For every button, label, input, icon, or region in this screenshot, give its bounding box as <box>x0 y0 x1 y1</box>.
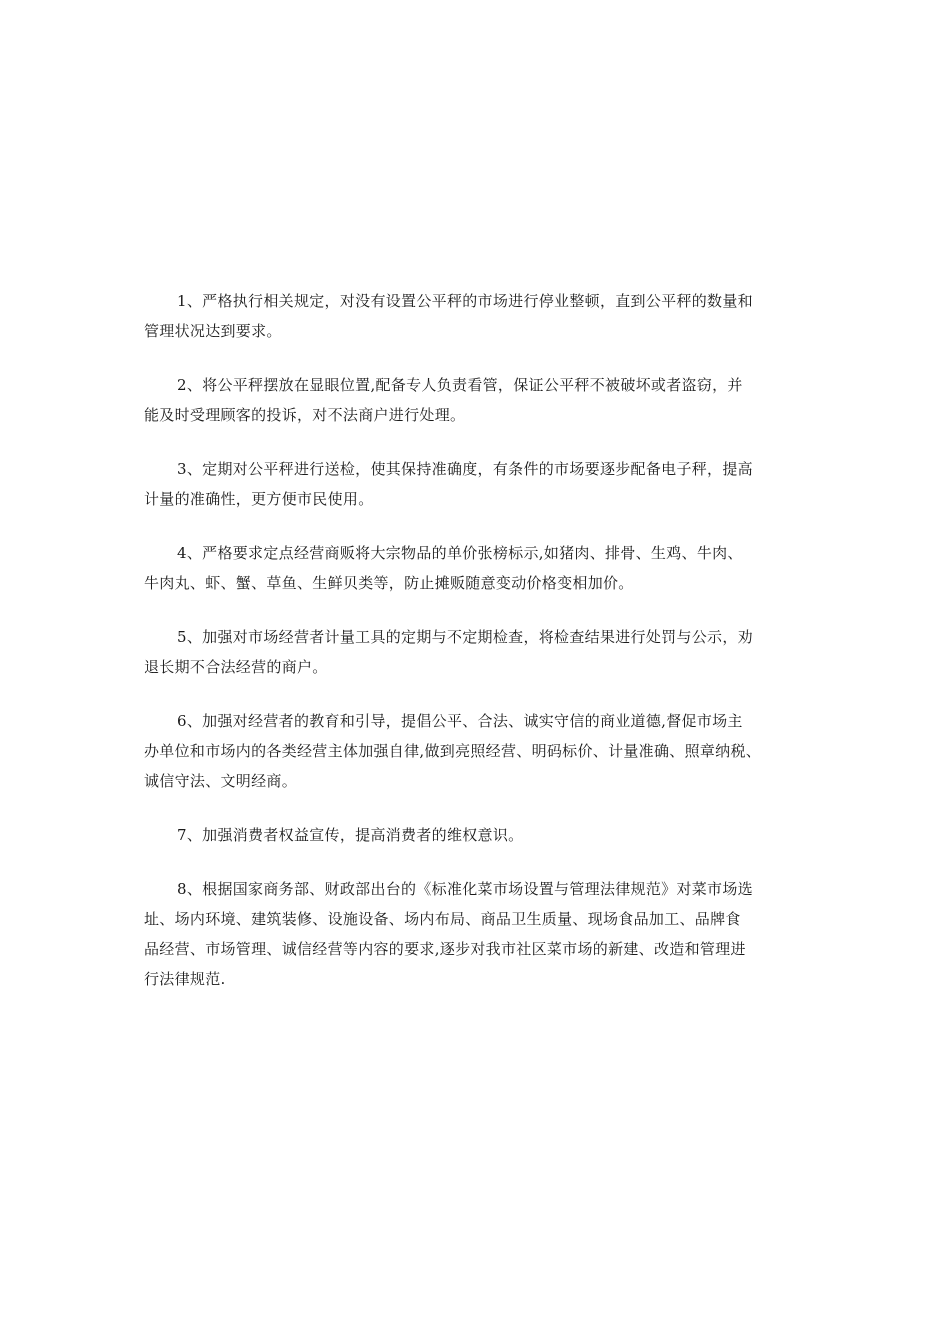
paragraph-line: 诚信守法、文明经商。 <box>144 772 298 790</box>
paragraph-4 <box>144 538 816 598</box>
paragraph-line: 办单位和市场内的各类经营主体加强自律,做到亮照经营、明码标价、计量准确、照章纳税、 <box>144 742 762 760</box>
paragraph-7 <box>144 820 816 850</box>
paragraph-line: 1、严格执行相关规定，对没有设置公平秤的市场进行停业整顿，直到公平秤的数量和 <box>177 292 753 310</box>
paragraph-2 <box>144 370 816 430</box>
paragraph-5 <box>144 622 816 682</box>
paragraph-6 <box>144 706 816 796</box>
paragraph-line: 牛肉丸、虾、蟹、草鱼、生鲜贝类等，防止摊贩随意变动价格变相加价。 <box>144 574 634 592</box>
paragraph-8 <box>144 874 816 994</box>
paragraph-3 <box>144 454 816 514</box>
paragraph-line: 4、严格要求定点经营商贩将大宗物品的单价张榜标示,如猪肉、排骨、生鸡、牛肉、 <box>177 544 743 562</box>
paragraph-line: 退长期不合法经营的商户。 <box>144 658 328 676</box>
document-body <box>144 286 816 1018</box>
paragraph-line: 计量的准确性，更方便市民使用。 <box>144 490 374 508</box>
paragraph-line: 3、定期对公平秤进行送检，使其保持准确度，有条件的市场要逐步配备电子秤，提高 <box>177 460 753 478</box>
paragraph-line: 管理状况达到要求。 <box>144 322 282 340</box>
paragraph-line: 2、将公平秤摆放在显眼位置,配备专人负责看管，保证公平秤不被破坏或者盗窃，并 <box>177 376 743 394</box>
paragraph-line: 8、根据国家商务部、财政部出台的《标准化菜市场设置与管理法律规范》对菜市场选 <box>177 880 753 898</box>
paragraph-line: 6、加强对经营者的教育和引导，提倡公平、合法、诚实守信的商业道德,督促市场主 <box>177 712 743 730</box>
paragraph-line: 址、场内环境、建筑装修、设施设备、场内布局、商品卫生质量、现场食品加工、品牌食 <box>144 910 741 928</box>
paragraph-line: 7、加强消费者权益宣传，提高消费者的维权意识。 <box>177 826 524 844</box>
paragraph-line: 行法律规范. <box>144 970 226 988</box>
paragraph-line: 能及时受理顾客的投诉，对不法商户进行处理。 <box>144 406 466 424</box>
paragraph-1 <box>144 286 816 346</box>
paragraph-line: 5、加强对市场经营者计量工具的定期与不定期检查，将检查结果进行处罚与公示，劝 <box>177 628 753 646</box>
paragraph-line: 品经营、市场管理、诚信经营等内容的要求,逐步对我市社区菜市场的新建、改造和管理进 <box>144 940 746 958</box>
